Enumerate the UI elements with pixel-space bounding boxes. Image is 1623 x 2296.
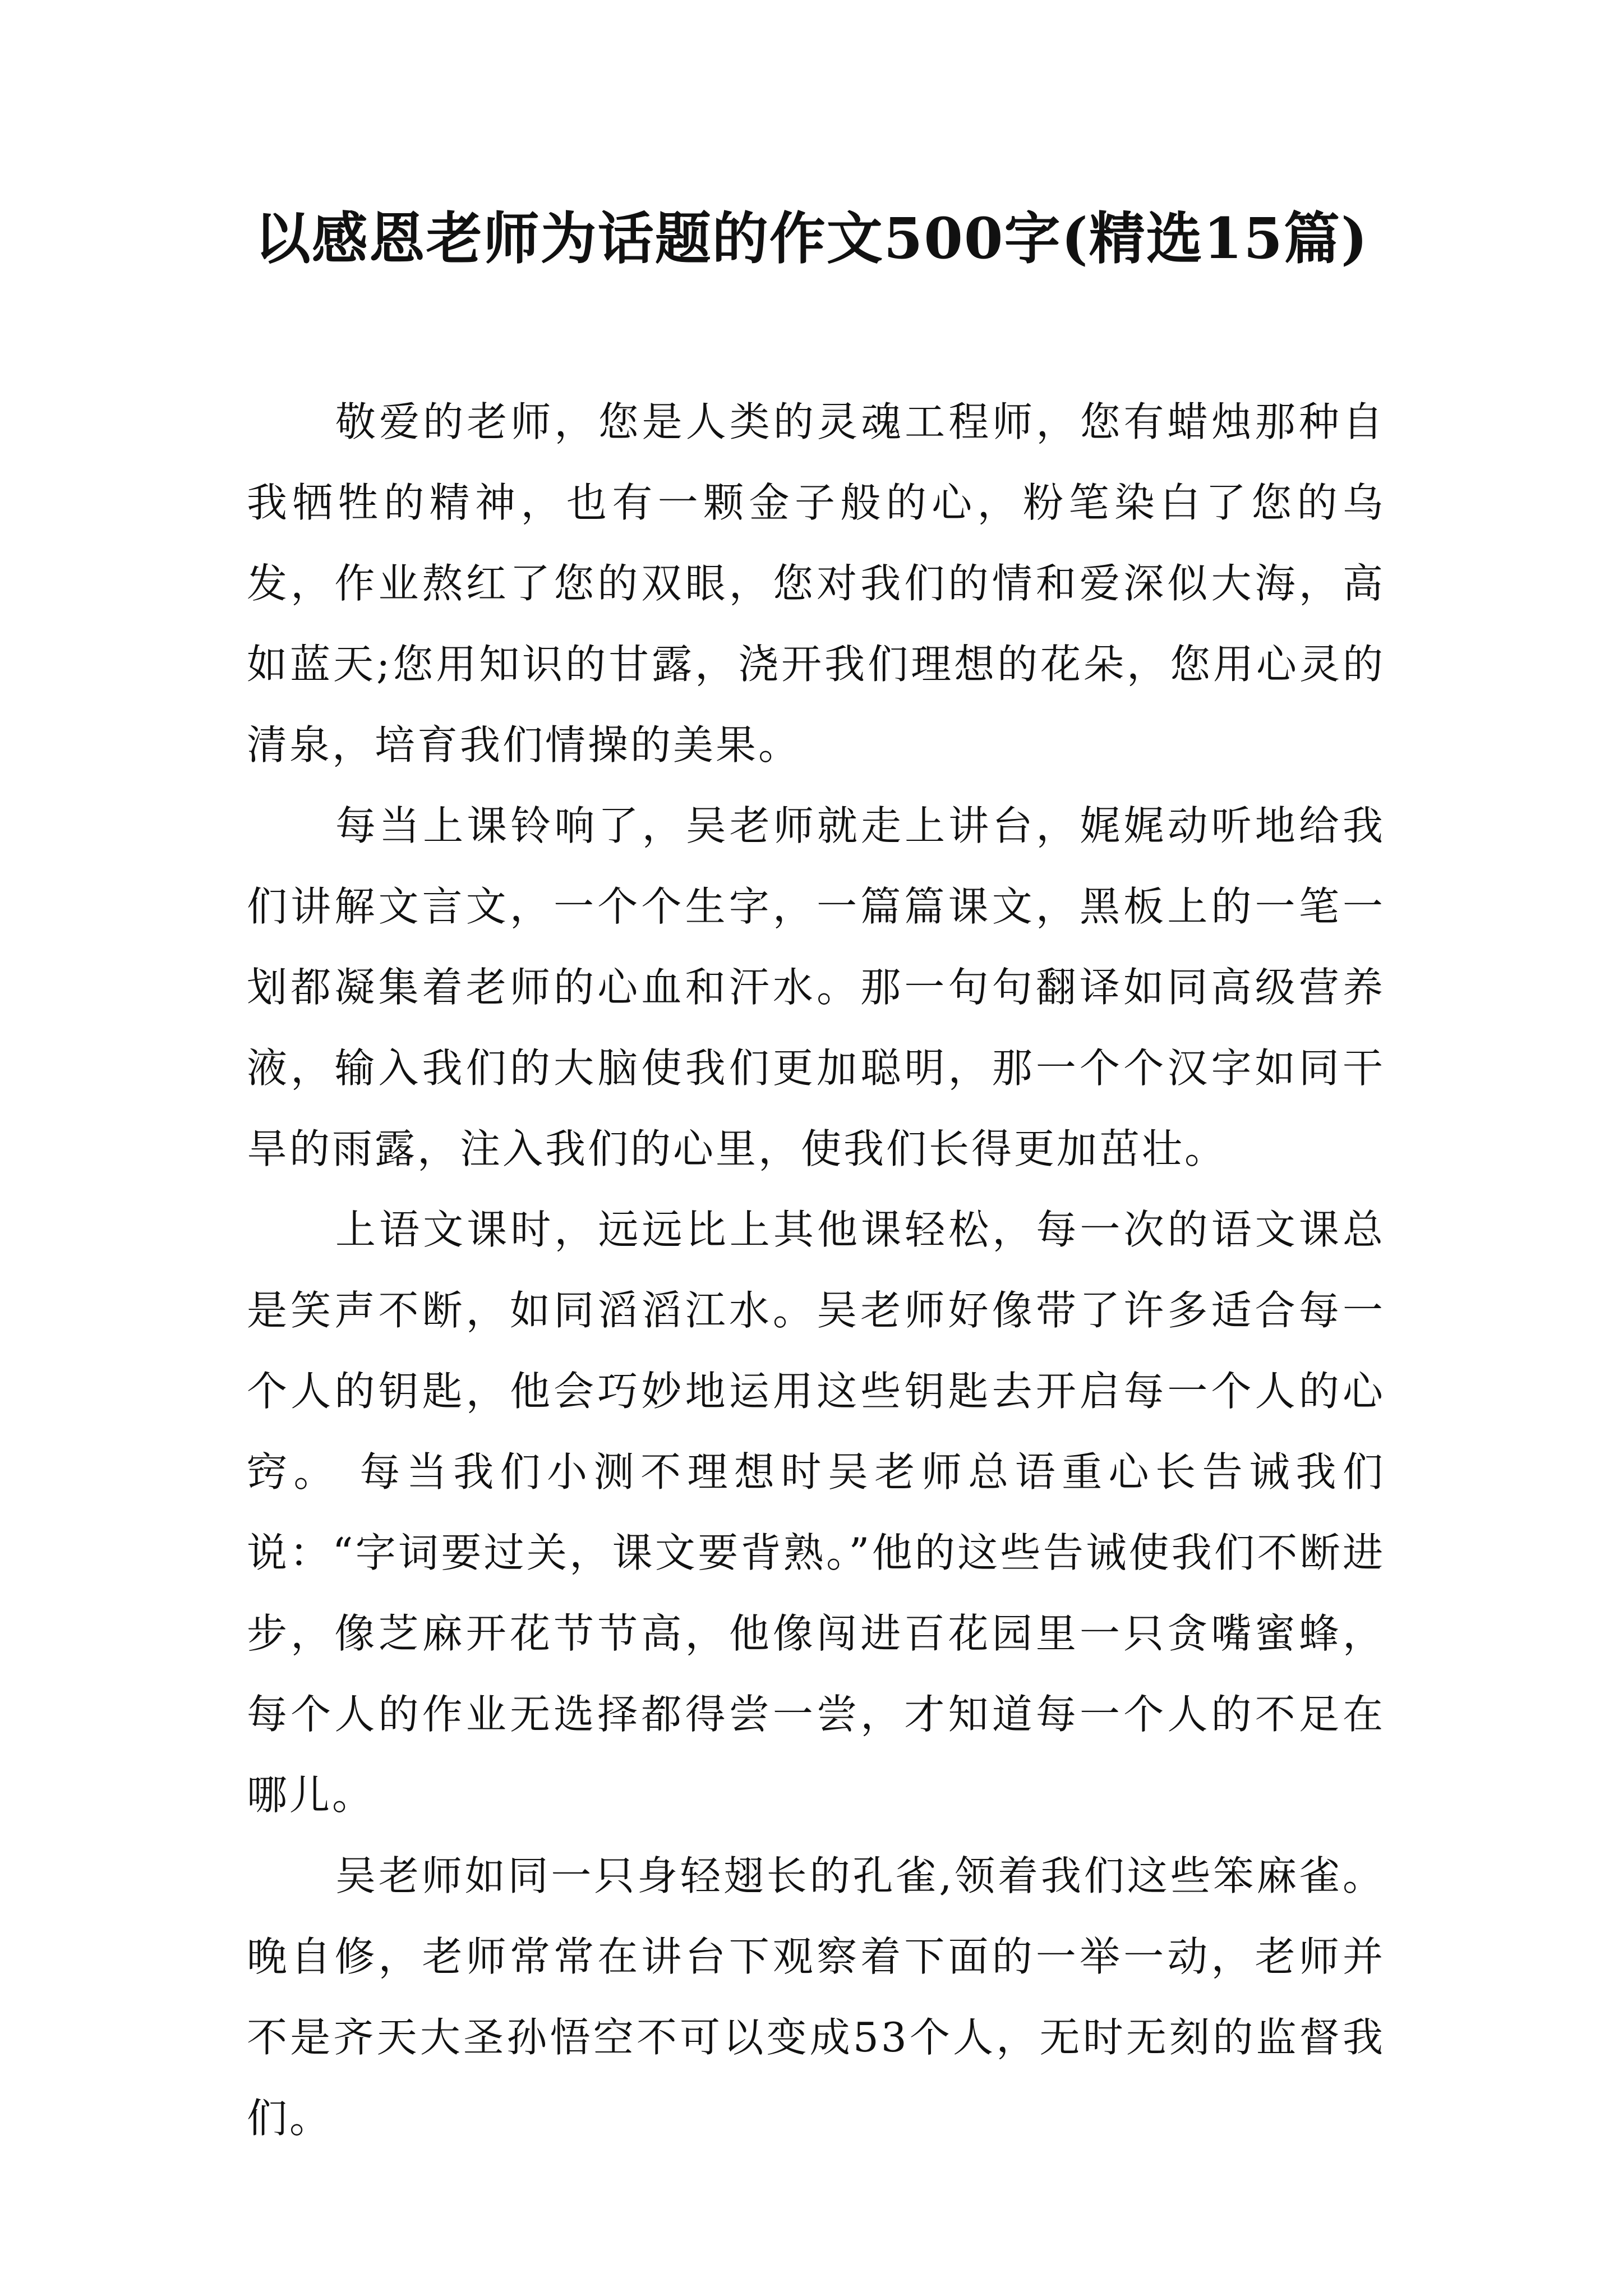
body-paragraph: 吴老师如同一只身轻翅长的孔雀,领着我们这些笨麻雀。晚自修，老师常常在讲台下观察着下面的一举一动，老师并不是齐天大圣孙悟空不可以变成53个人，无时无刻的监督我们。 <box>247 1852 1385 2142</box>
body-paragraph: 敬爱的老师，您是人类的灵魂工程师，您有蜡烛那种自我牺牲的精神，也有一颗金子般的心，粉笔染白了您的乌发，作业熬红了您的双眼，您对我们的情和爱深似大海，高如蓝天;您用知识的甘露，浇开我们理想的花朵，您用心灵的清泉，培育我们情操的美果。 <box>247 398 1385 769</box>
document-body <box>247 381 1385 2159</box>
body-paragraph: 每当上课铃响了，吴老师就走上讲台，娓娓动听地给我们讲解文言文，一个个生字，一篇篇课文，黑板上的一笔一划都凝集着老师的心血和汗水。那一句句翻译如同高级营养液，输入我们的大脑使我们更加聪明，那一个个汉字如同干旱的雨露，注入我们的心里，使我们长得更加茁壮。 <box>247 802 1385 1172</box>
document-title: 以感恩老师为话题的作文500字(精选15篇) <box>254 205 1369 272</box>
body-paragraph: 上语文课时，远远比上其他课轻松，每一次的语文课总是笑声不断，如同滔滔江水。吴老师好像带了许多适合每一个人的钥匙，他会巧妙地运用这些钥匙去开启每一个人的心窍。 每当我们小测不理想时吴老师总语重心长告诫我们说：“字词要过关，课文要背熟。”他的这些告诫使我们不断进步，像芝麻开花节节高，他像闯进百花园里一只贪嘴蜜蜂，每个人的作业无选择都得尝一尝，才知道每一个人的不足在哪儿。 <box>247 1206 1385 1819</box>
